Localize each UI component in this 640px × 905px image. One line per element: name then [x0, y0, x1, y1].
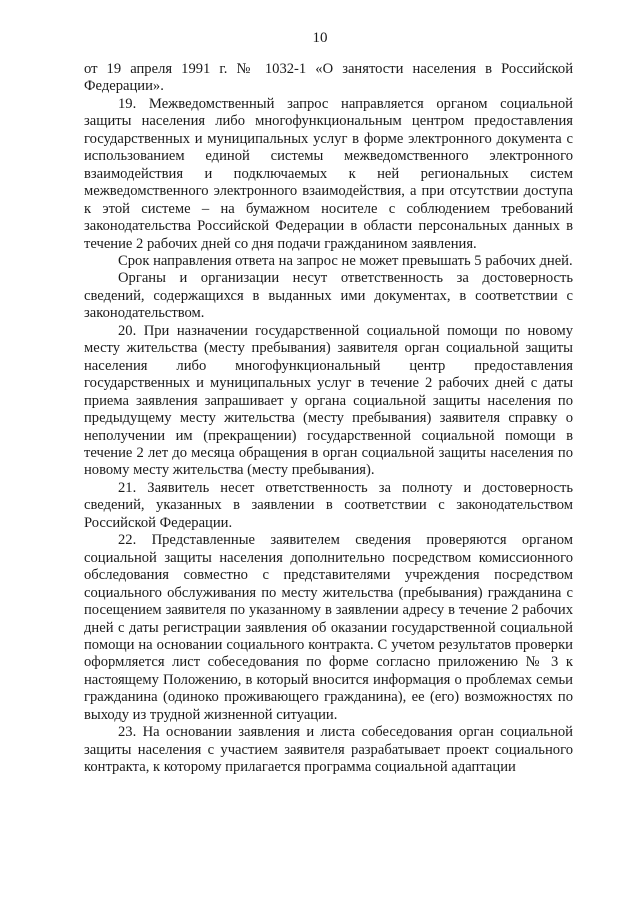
page-number: 10	[312, 30, 328, 46]
paragraph-item-19: 19. Межведомственный запрос направляется органом социальной защиты населения либо многофункциональным центром предоставления государственных и муниципальных услуг в форме электронного документа с использованием единой системы межведомственного электронного взаимодействия и подключаемых к ней региональных систем межведомственного электронного взаимодействия, а при отсутствии доступа к этой системе – на бумажном носителе с соблюдением требований законодательства Российской Федерации в области персональных данных в течение 2 рабочих дней со дня подачи гражданином заявления.	[84, 95, 573, 252]
paragraph-continuation: от 19 апреля 1991 г. № 1032-1 «О занятости населения в Российской Федерации».	[84, 61, 573, 95]
paragraph-item-22: 22. Представленные заявителем сведения проверяются органом социальной защиты населения дополнительно посредством комиссионного обследования совместно с представителями учреждения посредством социального обслуживания по месту жительства (пребывания) гражданина с посещением заявителя по указанному в заявлении адресу в течение 2 рабочих дней с даты регистрации заявления об оказании государственной социальной помощи на основании социального контракта. С учетом результатов проверки оформляется лист собеседования по форме согласно приложению № 3 к настоящему Положению, в который вносится информация о проблемах семьи гражданина (одиноко проживающего гражданина), ее (его) возможностях по выходу из трудной жизненной ситуации.	[84, 532, 573, 723]
paragraph-item-20: 20. При назначении государственной социальной помощи по новому месту жительства (месту пребывания) заявителя орган социальной защиты населения либо многофункциональный центр предоставления государственных и муниципальных услуг в течение 2 рабочих дней с даты приема заявления запрашивает у органа социальной защиты населения по предыдущему месту жительства (месту пребывания) заявителя справку о неполучении им (прекращении) государственной социальной помощи в течение 2 лет до месяца обращения в орган социальной защиты населения по новому месту жительства (месту пребывания).	[84, 322, 573, 479]
document-body	[84, 61, 573, 777]
paragraph-responsibility: Органы и организации несут ответственность за достоверность сведений, содержащихся в выданных ими документах, в соответствии с законодательством.	[84, 270, 573, 322]
paragraph-item-23: 23. На основании заявления и листа собеседования орган социальной защиты населения с участием заявителя разрабатывает проект социального контракта, к которому прилагается программа социальной адаптации	[84, 724, 573, 776]
paragraph-response-deadline: Срок направления ответа на запрос не может превышать 5 рабочих дней.	[118, 252, 573, 269]
paragraph-item-21: 21. Заявитель несет ответственность за полноту и достоверность сведений, указанных в заявлении в соответствии с законодательством Российской Федерации.	[84, 479, 573, 531]
